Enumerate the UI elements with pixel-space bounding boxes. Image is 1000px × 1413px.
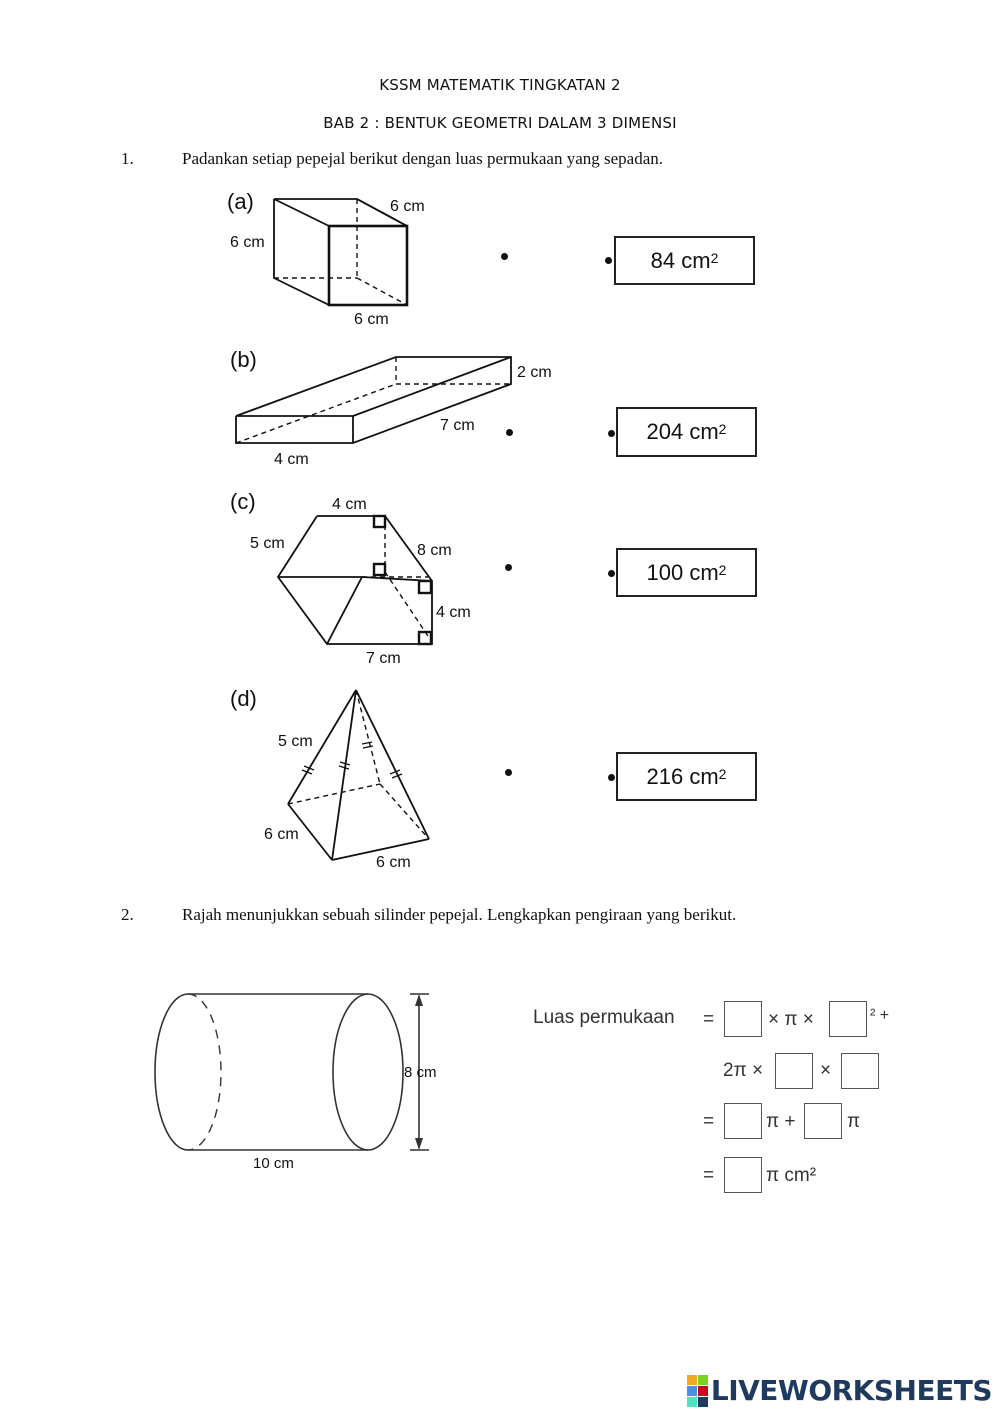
figure-d-dim-base: 6 cm: [376, 854, 411, 871]
answer-box-3: [616, 548, 757, 597]
calc-pi-cm2: π cm²: [766, 1165, 817, 1186]
calc-two-pi-times: 2π ×: [723, 1060, 764, 1081]
figure-d-dim-side: 6 cm: [264, 826, 299, 843]
calc-pi: π: [847, 1111, 861, 1132]
calc-times: ×: [820, 1060, 832, 1081]
q2-text: Rajah menunjukkan sebuah silinder pepejal. Lengkapkan pengiraan yang berikut.: [182, 905, 737, 924]
figure-c-dim-height: 4 cm: [436, 604, 471, 621]
answer-1-exp: 2: [710, 249, 719, 266]
match-dot-figure-d[interactable]: [505, 769, 512, 776]
chapter-title: BAB 2 : BENTUK GEOMETRI DALAM 3 DIMENSI: [323, 114, 677, 132]
figure-c-label: (c): [230, 489, 256, 514]
answer-box-2: [616, 407, 757, 457]
worksheet-title: KSSM MATEMATIK TINGKATAN 2: [379, 76, 621, 94]
figure-c-dim-slant: 5 cm: [250, 535, 285, 552]
cylinder-length-label: 10 cm: [253, 1155, 294, 1172]
figure-b-cuboid: [222, 340, 567, 470]
figure-c-dim-top: 4 cm: [332, 496, 367, 513]
figure-b-dim-width: 4 cm: [274, 451, 309, 468]
match-dot-answer-3[interactable]: [608, 570, 615, 577]
figure-b-dim-height: 2 cm: [517, 364, 552, 381]
calc-label: Luas permukaan: [533, 1007, 675, 1028]
calc-squared-plus: ² +: [870, 1007, 890, 1024]
cylinder-figure: [145, 982, 455, 1177]
figure-d-label: (d): [230, 686, 257, 711]
match-dot-figure-c[interactable]: [505, 564, 512, 571]
liveworksheets-logo: [687, 1374, 992, 1407]
match-dot-figure-a[interactable]: [501, 253, 508, 260]
figure-a-dim-depth: 6 cm: [390, 198, 425, 215]
logo-text: LIVEWORKSHEETS: [710, 1374, 992, 1407]
figure-a-dim-width: 6 cm: [354, 311, 389, 328]
figure-a-label: (a): [227, 189, 254, 214]
figure-c-dim-depth: 8 cm: [417, 542, 452, 559]
blank-4[interactable]: [841, 1053, 879, 1089]
answer-3-value: 100 cm: [646, 559, 719, 585]
match-dot-answer-1[interactable]: [605, 257, 612, 264]
blank-5[interactable]: [724, 1103, 762, 1139]
figure-c-dim-base: 7 cm: [366, 650, 401, 667]
figure-b-dim-length: 7 cm: [440, 417, 475, 434]
match-dot-answer-4[interactable]: [608, 774, 615, 781]
figure-d-pyramid: [222, 680, 452, 875]
match-dot-figure-b[interactable]: [506, 429, 513, 436]
cylinder-height-label: 8 cm: [404, 1064, 437, 1081]
calc-eq-3: =: [703, 1165, 715, 1186]
figure-a-cube: [222, 186, 452, 331]
figure-c-prism: [222, 482, 492, 672]
answer-3-exp: 2: [718, 561, 727, 578]
q1-number: 1.: [121, 149, 134, 168]
calc-eq-1: =: [703, 1009, 715, 1030]
answer-1-value: 84 cm: [650, 247, 711, 273]
q1-text: Padankan setiap pepejal berikut dengan luas permukaan yang sepadan.: [182, 149, 664, 168]
figure-d-dim-slant: 5 cm: [278, 733, 313, 750]
answer-2-value: 204 cm: [646, 419, 719, 444]
answer-2-exp: 2: [718, 421, 727, 437]
answer-4-exp: 2: [718, 765, 727, 782]
calc-eq-2: =: [703, 1111, 715, 1132]
blank-6[interactable]: [804, 1103, 842, 1139]
answer-box-1: [614, 236, 755, 285]
figure-a-dim-height: 6 cm: [230, 234, 265, 251]
q2-number: 2.: [121, 905, 134, 924]
answer-4-value: 216 cm: [646, 763, 719, 789]
blank-1[interactable]: [724, 1001, 762, 1037]
calc-times-pi-times: × π ×: [768, 1009, 814, 1030]
match-dot-answer-2[interactable]: [608, 430, 615, 437]
blank-7[interactable]: [724, 1157, 762, 1193]
figure-b-label: (b): [230, 347, 257, 372]
blank-3[interactable]: [775, 1053, 813, 1089]
calc-pi-plus: π +: [766, 1111, 796, 1132]
answer-box-4: [616, 752, 757, 801]
blank-2[interactable]: [829, 1001, 867, 1037]
logo-blocks-icon: [687, 1375, 708, 1407]
